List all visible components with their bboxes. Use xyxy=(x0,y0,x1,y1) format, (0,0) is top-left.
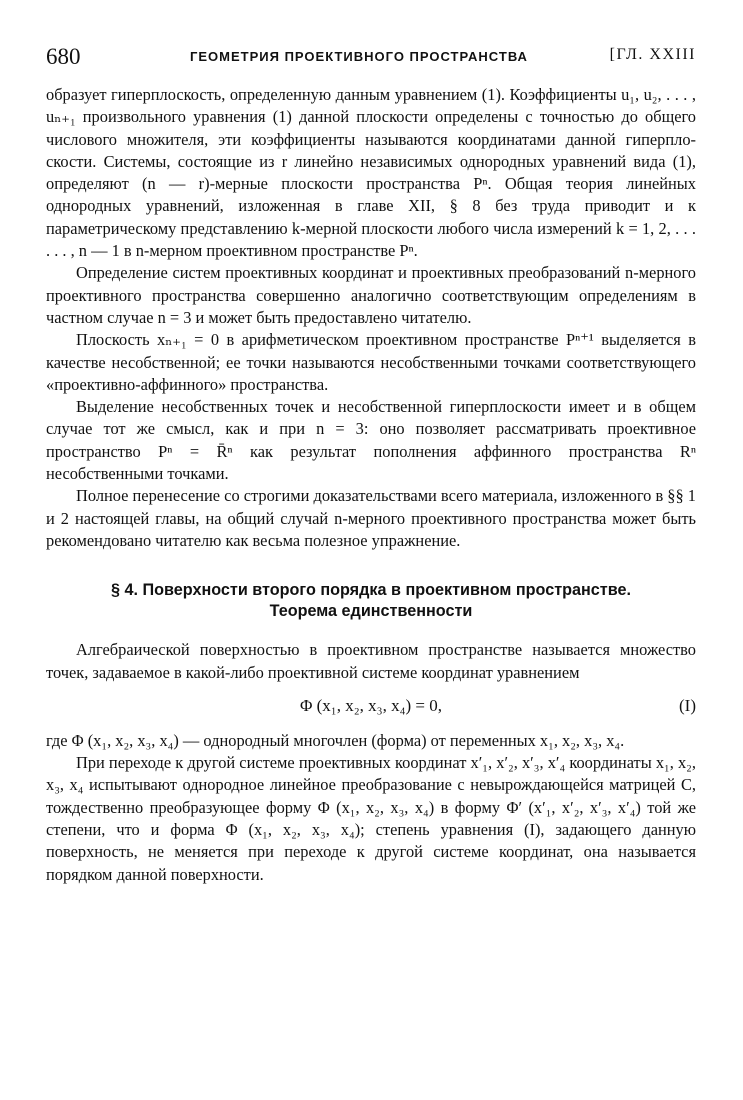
equation: Φ (x₁, x₂, x₃, x₄) = 0, xyxy=(299,695,443,715)
paragraph-where-phi: где Φ (x₁, x₂, x₃, x₄) — однородный многочлен (форма) от переменных x₁, x₂, x₃, x₄. xyxy=(46,730,625,750)
paragraph-exercise: Полное перенесение со строгими доказательствами всего материала, изложенного в §§ 1 и 2 настоящей главы, на общий случай n-мерного проективного пространства может быть рекомендовано читателю как весьма полезное упражнение. xyxy=(46,486,696,550)
equation-number: (I) xyxy=(679,695,696,715)
paragraph-improper-points: Выделение несобственных точек и несобственной гиперплоскости имеет и в общем случае тот же смысл, как и при n = 3: оно позволяет рассматривать проективное пространство Pⁿ = R̄ⁿ как результат пополнения аффинного пространства Rⁿ несобственными точками. xyxy=(46,397,696,484)
paragraph-algebraic-surface: Алгебраической поверхностью в проективном пространстве называется множество точек, задаваемое в какой-либо проективной системе координат уравнением xyxy=(46,640,696,682)
paragraph-improper-plane: Плоскость xₙ₊₁ = 0 в арифметическом проективном пространстве Pⁿ⁺¹ выделяется в качестве несобственной; ее точки называются несобственными точками соответствующего «проективно-аффинного» пространства. xyxy=(46,330,696,394)
page-number: 680 xyxy=(46,44,81,69)
equation-block xyxy=(46,690,696,724)
paragraph-continuation: образует гиперплоскость, определенную данным уравнением (1). Коэффициенты u₁, u₂, . . . , uₙ₊₁ произвольного уравнения (1) данной плоскости определены с точностью до общего числового множителя, эти коэффициенты называются координатами данной гиперплоскости. Системы, состоящие из r линейно независимых однородных уравнений вида (1), определяют (n — r)-мерные плоскости пространства Pⁿ. Общая теория линейных однородных уравнений, изложенная в главе XII, § 8 без труда приводит и к параметрическому представлению k-мерной плоскости любого числа измерений k = 1, 2, . . . . . . , n — 1 в n-мерном проективном пространстве Pⁿ. xyxy=(46,85,696,261)
page-header xyxy=(46,44,696,74)
chapter-label: [ГЛ. XXIII xyxy=(609,46,696,63)
page-body xyxy=(46,84,696,886)
paragraph-definition-systems: Определение систем проективных координат и проективных преобразований n-мерного проективного пространства совершенно аналогично соответствующим определениям в частном случае n = 3 и может быть предоставлено читателю. xyxy=(46,263,696,327)
paragraph-coordinate-change: При переходе к другой системе проективных координат x′₁, x′₂, x′₃, x′₄ координаты x₁, x₂, x₃, x₄ испытывают однородное линейное преобразование с невырождающейся матрицей C, тождественно преобразующее форму Φ (x₁, x₂, x₃, x₄) в форму Φ′ (x′₁, x′₂, x′₃, x′₄) той же степени, что и форма Φ (x₁, x₂, x₃, x₄); степень уравнения (I), задающего данную поверхность, не меняется при переходе к другой системе координат, она называется порядком данной поверхности. xyxy=(46,753,696,884)
section-heading: § 4. Поверхности второго порядка в проективном пространстве. Теорема единственности xyxy=(111,581,631,621)
running-title: ГЕОМЕТРИЯ ПРОЕКТИВНОГО ПРОСТРАНСТВА xyxy=(190,49,528,64)
